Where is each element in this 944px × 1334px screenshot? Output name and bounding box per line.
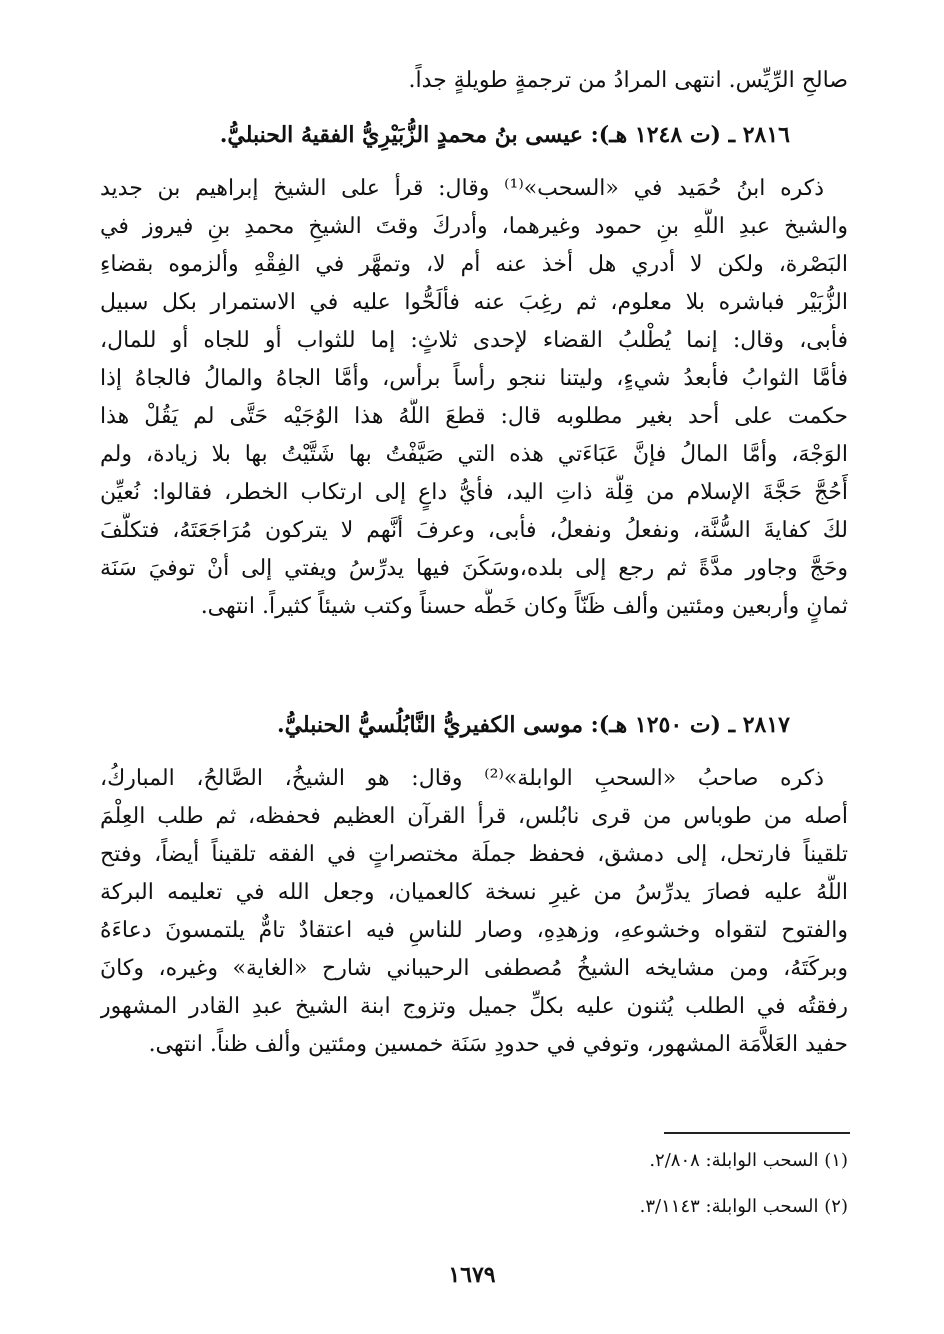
entry-2817-body xyxy=(100,760,848,1064)
entry-2816-line: والشيخ عبدِ اللَّهِ بنِ حمود وغيرهما، وأدركَ وقتَ الشيخِ محمدِ بنِ فيروز في xyxy=(100,214,848,239)
entry-2816-line: لكَ كفايةَ السُّنَّة، ونفعلُ ونفعلُ، فأبى، وعرفَ أنَّهم لا يتركون مُرَاجَعَتَهُ، فتكلَّفَ xyxy=(100,518,848,543)
entry-2816-line: الوَجْهَ، وأمَّا المالُ فإنَّ عَبَاءَتي هذه التي صَيَّفْتُ بها شَتَّيْتُ بها بلا زيادة، ولم xyxy=(100,442,848,467)
entry-2817-line: تلقيناً فارتحل، إلى دمشق، فحفظ جملَة مختصراتٍ في الفقه تلقيناً أيضاً، وفتح xyxy=(100,842,848,867)
entry-2816-line: فأبى، وقال: إنما يُطْلبُ القضاء لإحدى ثلاثٍ: إما للثواب أو للجاه أو للمال، xyxy=(100,328,848,353)
entry-2816-line: فأمَّا الثوابُ فأبعدُ شيءٍ، وليتنا ننجو رأساً برأس، وأمَّا الجاهُ والمالُ فالجاهُ إذا xyxy=(100,366,848,391)
intro-line: صالحِ الرِّيِّس. انتهى المرادُ من ترجمةٍ طويلةٍ جداً. xyxy=(408,68,848,93)
entry-2817-line: والفتوح لتقواه وخشوعهِ، وزهدِهِ، وصار للناسِ فيه اعتقادٌ تامٌّ يلتمسونَ دعاءَهُ xyxy=(100,918,848,943)
entry-2816-line: ذكره ابنُ حُمَيد في «السحب»⁽¹⁾ وقال: قرأ على الشيخ إبراهيم بن جديد xyxy=(100,176,824,201)
entry-2817-line: ذكره صاحبُ «السحبِ الوابلة»⁽²⁾ وقال: هو الشيخُ، الصَّالحُ، المباركُ، xyxy=(100,766,824,791)
entry-2816-line: ثمانٍ وأربعين ومئتين وألف ظَنّاً وكان خَطُّه حسناً وكتب شيئاً كثيراً. انتهى. xyxy=(200,594,848,619)
entry-2816-line: وحَجَّ وجاور مدَّةً ثم رجع إلى بلده،وسَكَنَ فيها يدرِّسُ ويفتي إلى أنْ توفيَ سَنَة xyxy=(100,556,848,581)
entry-2816-line: أَحُجَّ حَجَّةَ الإسلام من قِلَّة ذاتِ اليد، فأيُّ داعٍ إلى ارتكاب الخطر، فقالوا: نُعيِّن xyxy=(100,480,848,505)
footnote-2: (٢) السحب الوابلة: ٣/١١٤٣. xyxy=(639,1196,848,1217)
entry-2816-heading: ٢٨١٦ ـ (ت ١٢٤٨ هـ): عيسى بنُ محمدٍ الزُّبَيْرِيُّ الفقيهُ الحنبليُّ. xyxy=(219,122,790,148)
entry-2816-line: الزُّبَيْر فباشره بلا معلوم، ثم رغِبَ عنه فألَحُّوا عليه في الاستمرار بكل سبيل xyxy=(100,290,848,315)
entry-2817-line: أصله من طوباس من قرى نابُلس، قرأ القرآن العظيم فحفظه، ثم طلب العِلْمَ xyxy=(100,804,848,829)
entry-2816-line: حكمت على أحد بغير مطلوبه قال: قطعَ اللَّهُ هذا الوُجَيْه حَتَّى لم يَقُلْ هذا xyxy=(100,404,848,429)
footnote-divider xyxy=(664,1132,850,1134)
entry-2817-line: رفقتُه في الطلب يُثنون عليه بكلِّ جميل وتزوج ابنة الشيخ عبدِ القادر المشهور xyxy=(100,994,848,1019)
intro-block xyxy=(100,62,848,100)
entry-2817-line: حفيد العَلاَّمَة المشهور، وتوفي في حدودِ سَنَة خمسين ومئتين وألف ظناً. انتهى. xyxy=(148,1032,848,1057)
entry-2817-line: اللَّهُ عليه فصارَ يدرِّسُ من غيرِ نسخة كالعميان، وجعل الله في تعليمه البركة xyxy=(100,880,848,905)
page-number: ١٦٧٩ xyxy=(448,1262,496,1288)
entry-2816-body xyxy=(100,170,848,626)
entry-2817-line: وبركَتَهُ، ومن مشايخه الشيخُ مُصطفى الرحيباني شارح «الغاية» وغيره، وكانَ xyxy=(100,956,848,981)
entry-2817-heading: ٢٨١٧ ـ (ت ١٢٥٠ هـ): موسى الكفيريُّ النَّابُلُسيُّ الحنبليُّ. xyxy=(276,712,790,738)
footnote-1: (١) السحب الوابلة: ٢/٨٠٨. xyxy=(649,1150,848,1171)
entry-2816-line: البَصْرة، ولكن لا أدري هل أخذ عنه أم لا، وتمهَّر في الفِقْهِ وألزموه بقضاءِ xyxy=(100,252,848,277)
